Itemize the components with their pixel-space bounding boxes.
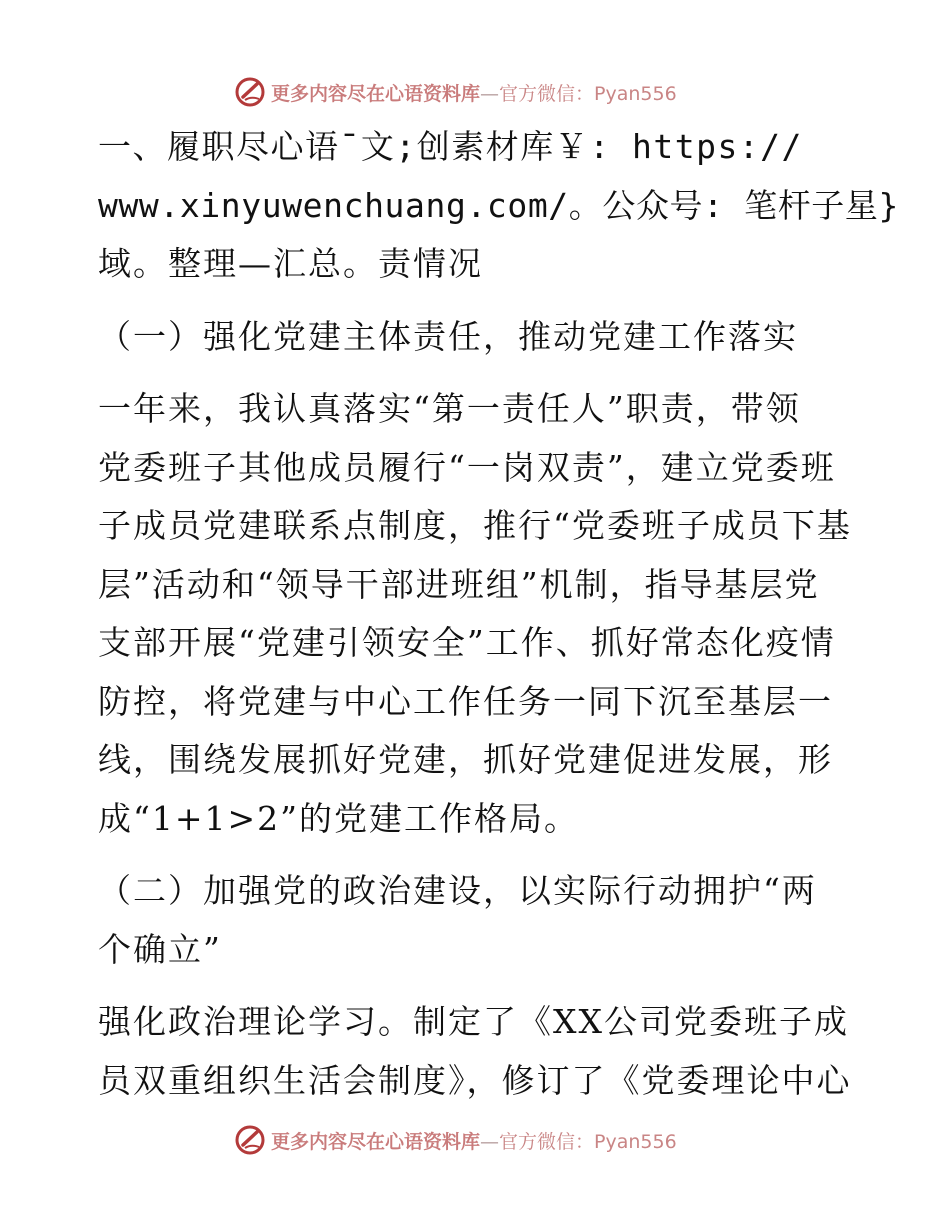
subheading: 个确立” <box>98 929 222 969</box>
banner-account: 官方微信：Pyan556 <box>499 1130 677 1153</box>
header-banner <box>0 72 950 112</box>
paragraph-line: 成“1+1>2”的党建工作格局。 <box>98 798 580 838</box>
subheading: （一）强化党建主体责任，推动党建工作落实 <box>98 316 798 356</box>
banner-slogan: 更多内容尽在心语资料库 <box>271 1130 481 1153</box>
brand-logo-icon <box>233 75 267 109</box>
paragraph-line: 线，围绕发展抓好党建，抓好党建促进发展，形 <box>98 740 833 779</box>
banner-account: 官方微信：Pyan556 <box>499 82 677 105</box>
banner-slogan: 更多内容尽在心语资料库 <box>271 82 481 105</box>
heading-line: 域。整理—汇总。责情况 <box>98 244 483 283</box>
paragraph-line: 一年来，我认真落实“第一责任人”职责，带领 <box>98 389 801 428</box>
paragraph-line: 子成员党建联系点制度，推行“党委班子成员下基 <box>98 506 852 545</box>
paragraph-line: 层”活动和“领导干部进班组”机制，指导基层党 <box>98 564 820 604</box>
paragraph-line: 员双重组织生活会制度》，修订了《党委理论中心 <box>98 1060 852 1100</box>
document-body <box>98 118 899 1110</box>
brand-logo-icon <box>233 1123 267 1157</box>
paragraph-line: 支部开展“党建引领安全”工作、抓好常态化疫情 <box>98 623 836 662</box>
paragraph-line: 党委班子其他成员履行“一岗双责”，建立党委班 <box>98 447 836 487</box>
paragraph-line: 强化政治理论学习。制定了《XX公司党委班子成 <box>98 1002 849 1041</box>
footer-banner <box>0 1120 950 1160</box>
heading-line: www.xinyuwenchuang.com/。公众号: 笔杆子星} <box>98 185 899 225</box>
paragraph-line: 防控，将党建与中心工作任务一同下沉至基层一 <box>98 681 833 721</box>
banner-dash: — <box>480 1130 500 1153</box>
heading-line: 一、履职尽心语¯文;创素材库￥: https:// <box>98 127 803 166</box>
banner-dash: — <box>480 82 500 105</box>
subheading: （二）加强党的政治建设，以实际行动拥护“两 <box>98 871 817 910</box>
